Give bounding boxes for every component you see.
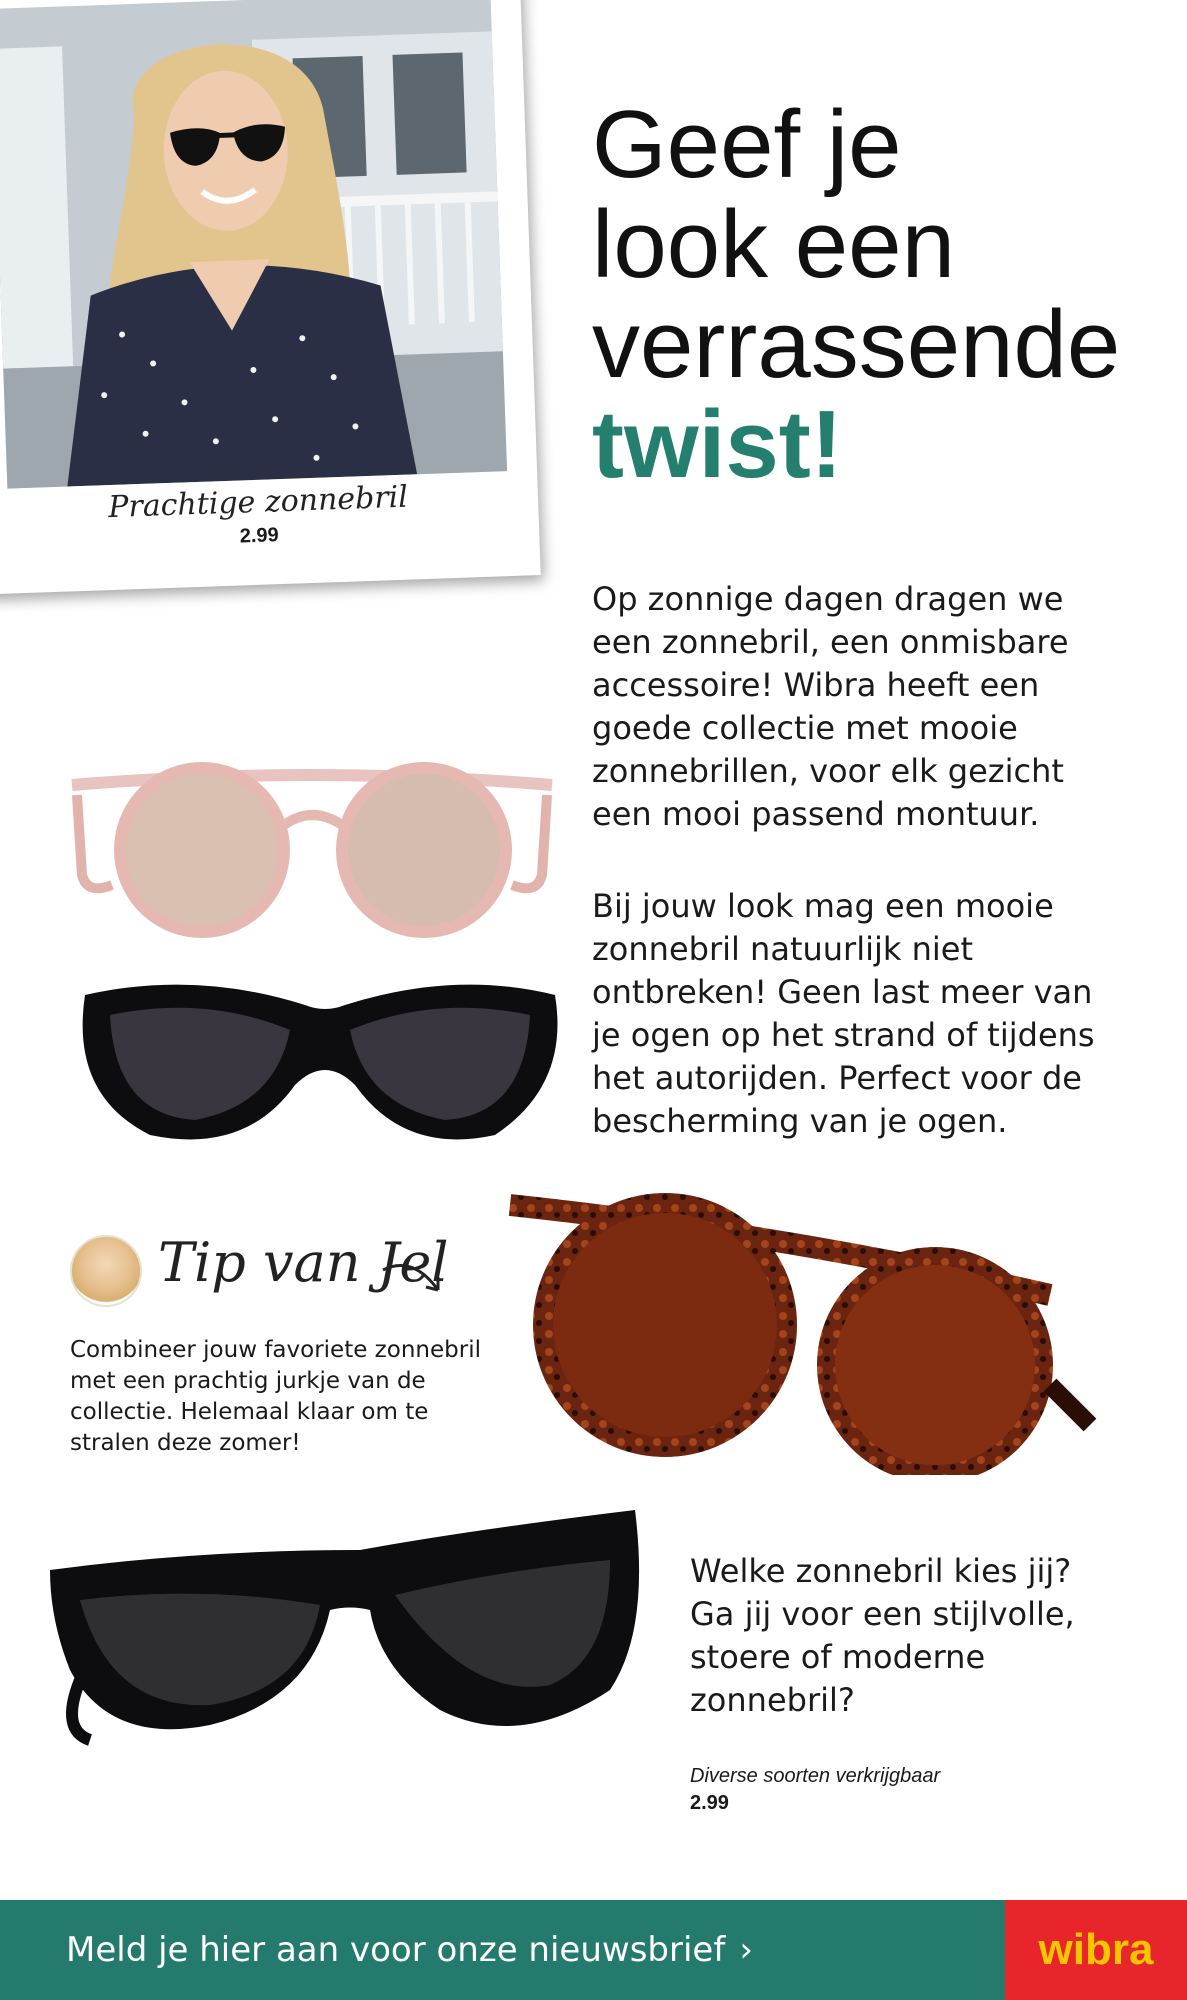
polaroid-photo-card [0, 0, 541, 595]
avatar [70, 1235, 142, 1307]
headline-line-1: Geef je [592, 91, 902, 198]
tip-title: Tip van Jel [158, 1231, 449, 1294]
chevron-right-icon: › [739, 1930, 753, 1970]
photo-price: 2.99 [239, 524, 280, 548]
tortoise-sunglasses-image [490, 1185, 1105, 1475]
intro-paragraph-1: Op zonnige dagen dragen we een zonnebril, een onmisbare accessoire! Wibra heeft een goede collectie met mooie zonnebrillen, voor elk gezicht een mooi passend montuur. [592, 580, 1069, 833]
product-price: 2.99 [690, 1792, 729, 1814]
headline-line-2: look een [592, 191, 955, 298]
newsletter-label: Meld je hier aan voor onze nieuwsbrief [66, 1930, 726, 1970]
availability-text: Diverse soorten verkrijgbaar [690, 1765, 941, 1787]
newsletter-link[interactable] [66, 1900, 753, 2000]
headline-line-3: verrassende [592, 291, 1121, 398]
black-cateye-sunglasses-image [50, 1510, 650, 1760]
question-text: Welke zonnebril kies jij? Ga jij voor een stijlvolle, stoere of moderne zonnebril? [690, 1552, 1075, 1719]
wibra-logo[interactable] [1005, 1900, 1187, 2000]
woman-sunglasses-photo [0, 0, 507, 489]
brand-name: wibra [1038, 1925, 1154, 1974]
headline [592, 91, 1121, 498]
arrow-curved-icon [378, 1255, 448, 1305]
black-oversized-sunglasses-image [75, 975, 565, 1150]
headline-accent: twist! [592, 391, 843, 498]
intro-paragraph-2: Bij jouw look mag een mooie zonnebril natuurlijk niet ontbreken! Geen last meer van je ogen op het strand of tijdens het autorijden. Perfect voor de bescherming van je ogen. [592, 887, 1095, 1140]
photo-caption: Prachtige zonnebril [107, 479, 409, 526]
product-note [690, 1765, 940, 1815]
pink-round-sunglasses-image [62, 755, 562, 940]
photo-illustration [0, 0, 507, 489]
newsletter-bar [0, 1900, 1187, 2000]
tip-text: Combineer jouw favoriete zonnebril met een prachtig jurkje van de collectie. Helemaal klaar om te stralen deze zomer! [70, 1337, 481, 1456]
